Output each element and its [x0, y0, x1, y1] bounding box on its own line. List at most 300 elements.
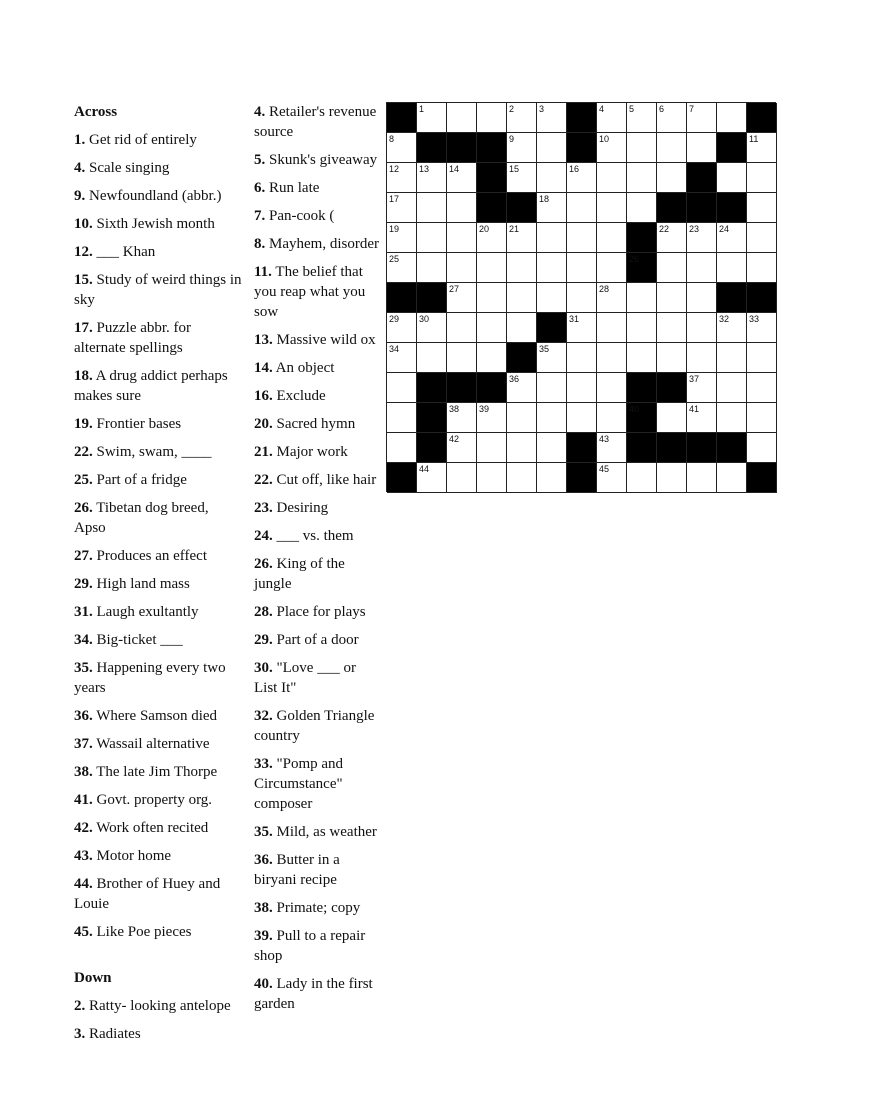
grid-cell[interactable] — [477, 283, 507, 313]
cell-number: 36 — [509, 374, 520, 384]
clue-text: The belief that you reap what you sow — [254, 264, 366, 320]
grid-cell[interactable] — [507, 463, 537, 493]
grid-cell[interactable] — [717, 403, 747, 433]
grid-cell[interactable] — [567, 313, 597, 343]
cell-number: 45 — [599, 464, 610, 474]
grid-cell[interactable] — [597, 343, 627, 373]
grid-cell[interactable] — [657, 133, 687, 163]
across-clue — [74, 270, 242, 310]
grid-block — [627, 403, 657, 433]
cell-number: 41 — [689, 404, 700, 414]
cell-number: 17 — [389, 194, 400, 204]
grid-cell[interactable] — [687, 343, 717, 373]
clue-number: 4. — [254, 104, 266, 120]
clue-number: 26. — [254, 556, 273, 572]
grid-cell[interactable] — [417, 343, 447, 373]
clue-number: 23. — [254, 500, 273, 516]
grid-block — [657, 433, 687, 463]
grid-cell[interactable] — [627, 463, 657, 493]
cell-number: 3 — [539, 104, 545, 114]
grid-cell[interactable] — [507, 433, 537, 463]
grid-cell[interactable] — [687, 403, 717, 433]
cell-number: 38 — [449, 404, 460, 414]
across-clue — [74, 734, 242, 754]
grid-cell[interactable] — [417, 103, 447, 133]
grid-block — [567, 463, 597, 493]
clue-text: Newfoundland (abbr.) — [85, 188, 222, 204]
grid-block — [567, 133, 597, 163]
down-clue — [74, 1024, 242, 1044]
grid-block — [687, 163, 717, 193]
grid-cell[interactable] — [567, 253, 597, 283]
grid-cell[interactable] — [387, 343, 417, 373]
grid-cell[interactable] — [447, 313, 477, 343]
across-clue — [74, 414, 242, 434]
cell-number: 12 — [389, 164, 400, 174]
grid-cell[interactable] — [687, 373, 717, 403]
grid-cell[interactable] — [597, 223, 627, 253]
grid-cell[interactable] — [507, 403, 537, 433]
clue-text: Govt. property org. — [92, 792, 213, 808]
cell-number: 39 — [479, 404, 490, 414]
cell-number: 2 — [509, 104, 515, 114]
across-clue — [74, 214, 242, 234]
clue-number: 38. — [254, 900, 273, 916]
grid-cell[interactable] — [417, 163, 447, 193]
clue-number: 32. — [254, 708, 273, 724]
grid-block — [537, 313, 567, 343]
clue-number: 41. — [74, 792, 93, 808]
grid-block — [417, 283, 447, 313]
clue-text: Pull to a repair shop — [254, 928, 366, 964]
down-clue — [254, 262, 382, 322]
grid-cell[interactable] — [507, 253, 537, 283]
clue-text: An object — [272, 360, 335, 376]
cell-number: 18 — [539, 194, 550, 204]
across-clue — [74, 498, 242, 538]
grid-cell[interactable] — [627, 133, 657, 163]
cell-number: 37 — [689, 374, 700, 384]
grid-cell[interactable] — [657, 163, 687, 193]
grid-cell[interactable] — [597, 163, 627, 193]
across-clue — [74, 658, 242, 698]
clue-number: 39. — [254, 928, 273, 944]
clue-text: Desiring — [272, 500, 329, 516]
grid-cell[interactable] — [597, 283, 627, 313]
grid-block — [687, 433, 717, 463]
grid-block — [507, 343, 537, 373]
grid-cell[interactable] — [477, 313, 507, 343]
cell-number: 43 — [599, 434, 610, 444]
grid-cell[interactable] — [597, 253, 627, 283]
grid-cell[interactable] — [717, 163, 747, 193]
grid-cell[interactable] — [387, 313, 417, 343]
clue-text: A drug addict perhaps makes sure — [74, 368, 228, 404]
grid-cell[interactable] — [477, 253, 507, 283]
across-clue — [74, 470, 242, 490]
grid-cell[interactable] — [567, 283, 597, 313]
across-clue — [74, 318, 242, 358]
grid-cell[interactable] — [507, 133, 537, 163]
grid-cell[interactable] — [687, 313, 717, 343]
grid-cell[interactable] — [717, 343, 747, 373]
clue-number: 29. — [74, 576, 93, 592]
down-clue — [254, 706, 382, 746]
down-clue-list-part2 — [254, 102, 382, 1014]
down-clue — [254, 526, 382, 546]
grid-cell[interactable] — [387, 253, 417, 283]
clue-number: 14. — [254, 360, 273, 376]
grid-cell[interactable] — [657, 403, 687, 433]
across-clue-list — [74, 130, 242, 942]
cell-number: 22 — [659, 224, 670, 234]
grid-block — [417, 133, 447, 163]
grid-block — [477, 133, 507, 163]
clue-text: Mayhem, disorder — [265, 236, 379, 252]
down-clue — [254, 470, 382, 490]
grid-cell[interactable] — [657, 283, 687, 313]
down-clue — [254, 206, 382, 226]
clue-text: Where Samson died — [92, 708, 218, 724]
down-clue — [254, 178, 382, 198]
down-clue — [254, 850, 382, 890]
across-clue — [74, 442, 242, 462]
clue-text: Retailer's revenue source — [254, 104, 377, 140]
clue-text: Exclude — [272, 388, 326, 404]
grid-cell[interactable] — [537, 223, 567, 253]
clue-text: Golden Triangle country — [254, 708, 375, 744]
grid-cell[interactable] — [537, 193, 567, 223]
clue-number: 27. — [74, 548, 93, 564]
clue-number: 10. — [74, 216, 93, 232]
grid-cell[interactable] — [447, 223, 477, 253]
clue-number: 17. — [74, 320, 93, 336]
clue-text: Mild, as weather — [272, 824, 377, 840]
grid-cell[interactable] — [597, 133, 627, 163]
across-clue — [74, 762, 242, 782]
down-clue — [254, 926, 382, 966]
grid-cell[interactable] — [387, 163, 417, 193]
clue-number: 42. — [74, 820, 93, 836]
cell-number: 35 — [539, 344, 550, 354]
grid-cell[interactable] — [597, 463, 627, 493]
clue-number: 21. — [254, 444, 273, 460]
grid-cell[interactable] — [417, 313, 447, 343]
clue-text: "Pomp and Circumstance" composer — [254, 756, 344, 812]
clue-text: Motor home — [92, 848, 172, 864]
cell-number: 23 — [689, 224, 700, 234]
grid-block — [387, 463, 417, 493]
clue-text: Wassail alternative — [92, 736, 210, 752]
grid-cell[interactable] — [597, 373, 627, 403]
clue-number: 25. — [74, 472, 93, 488]
clue-text: Sacred hymn — [272, 416, 356, 432]
cell-number: 16 — [569, 164, 580, 174]
grid-cell[interactable] — [387, 133, 417, 163]
grid-cell[interactable] — [507, 103, 537, 133]
clue-number: 31. — [74, 604, 93, 620]
clue-number: 20. — [254, 416, 273, 432]
grid-cell[interactable] — [687, 283, 717, 313]
grid-cell[interactable] — [567, 223, 597, 253]
grid-block — [657, 373, 687, 403]
grid-cell[interactable] — [447, 283, 477, 313]
grid-cell[interactable] — [747, 343, 777, 373]
clue-text: ___ Khan — [92, 244, 156, 260]
clue-number: 33. — [254, 756, 273, 772]
clue-number: 37. — [74, 736, 93, 752]
cell-number: 15 — [509, 164, 520, 174]
grid-cell[interactable] — [657, 253, 687, 283]
grid-block — [657, 193, 687, 223]
grid-cell[interactable] — [627, 313, 657, 343]
grid-cell[interactable] — [507, 223, 537, 253]
cell-number: 1 — [419, 104, 425, 114]
down-clue — [254, 554, 382, 594]
crossword-grid — [386, 102, 776, 492]
grid-block — [447, 373, 477, 403]
grid-cell[interactable] — [687, 133, 717, 163]
grid-block — [417, 373, 447, 403]
grid-cell[interactable] — [597, 433, 627, 463]
grid-block — [747, 283, 777, 313]
grid-cell[interactable] — [627, 343, 657, 373]
grid-cell[interactable] — [657, 223, 687, 253]
grid-cell[interactable] — [597, 313, 627, 343]
grid-cell[interactable] — [657, 343, 687, 373]
grid-cell[interactable] — [537, 133, 567, 163]
grid-block — [627, 373, 657, 403]
down-clue — [254, 602, 382, 622]
grid-cell[interactable] — [387, 433, 417, 463]
clue-number: 38. — [74, 764, 93, 780]
grid-block — [747, 463, 777, 493]
down-clue — [254, 150, 382, 170]
clue-number: 36. — [74, 708, 93, 724]
across-clue — [74, 630, 242, 650]
grid-cell[interactable] — [537, 163, 567, 193]
grid-cell[interactable] — [747, 373, 777, 403]
grid-cell[interactable] — [477, 223, 507, 253]
grid-cell[interactable] — [417, 253, 447, 283]
grid-cell[interactable] — [537, 433, 567, 463]
grid-cell[interactable] — [417, 223, 447, 253]
grid-cell[interactable] — [537, 373, 567, 403]
clue-number: 43. — [74, 848, 93, 864]
grid-cell[interactable] — [717, 103, 747, 133]
grid-cell[interactable] — [567, 343, 597, 373]
grid-cell[interactable] — [717, 313, 747, 343]
grid-cell[interactable] — [657, 463, 687, 493]
clue-number: 24. — [254, 528, 273, 544]
grid-cell[interactable] — [417, 193, 447, 223]
grid-cell[interactable] — [717, 373, 747, 403]
clue-text: Work often recited — [92, 820, 209, 836]
grid-cell[interactable] — [447, 103, 477, 133]
grid-block — [567, 433, 597, 463]
clue-number: 22. — [74, 444, 93, 460]
cell-number: 31 — [569, 314, 580, 324]
grid-cell[interactable] — [747, 193, 777, 223]
grid-cell[interactable] — [447, 433, 477, 463]
grid-block — [627, 433, 657, 463]
clue-number: 22. — [254, 472, 273, 488]
grid-cell[interactable] — [447, 193, 477, 223]
down-clue — [254, 330, 382, 350]
grid-cell[interactable] — [447, 163, 477, 193]
grid-cell[interactable] — [567, 403, 597, 433]
cell-number: 44 — [419, 464, 430, 474]
grid-cell[interactable] — [747, 403, 777, 433]
clue-text: The late Jim Thorpe — [92, 764, 218, 780]
grid-cell[interactable] — [627, 193, 657, 223]
grid-cell[interactable] — [537, 253, 567, 283]
clue-number: 3. — [74, 1026, 86, 1042]
down-clue — [254, 102, 382, 142]
down-heading: Down — [74, 970, 112, 986]
clue-number: 7. — [254, 208, 266, 224]
grid-cell[interactable] — [477, 403, 507, 433]
grid-cell[interactable] — [597, 103, 627, 133]
grid-cell[interactable] — [717, 223, 747, 253]
clue-text: Cut off, like hair — [272, 472, 377, 488]
grid-cell[interactable] — [597, 193, 627, 223]
grid-cell[interactable] — [597, 403, 627, 433]
grid-cell[interactable] — [687, 103, 717, 133]
grid-cell[interactable] — [567, 193, 597, 223]
down-clue — [254, 358, 382, 378]
grid-cell[interactable] — [627, 283, 657, 313]
clue-number: 1. — [74, 132, 86, 148]
grid-block — [717, 283, 747, 313]
grid-block — [447, 133, 477, 163]
grid-block — [747, 103, 777, 133]
clue-number: 6. — [254, 180, 266, 196]
grid-cell[interactable] — [477, 463, 507, 493]
clue-number: 36. — [254, 852, 273, 868]
across-clue — [74, 366, 242, 406]
grid-cell[interactable] — [747, 313, 777, 343]
grid-cell[interactable] — [477, 433, 507, 463]
grid-cell[interactable] — [747, 163, 777, 193]
grid-cell[interactable] — [537, 103, 567, 133]
grid-cell[interactable] — [447, 253, 477, 283]
across-clue — [74, 818, 242, 838]
clue-number: 29. — [254, 632, 273, 648]
grid-cell[interactable] — [627, 103, 657, 133]
grid-cell[interactable] — [747, 253, 777, 283]
cell-number: 29 — [389, 314, 400, 324]
grid-cell[interactable] — [687, 223, 717, 253]
grid-cell[interactable] — [387, 193, 417, 223]
clue-text: Tibetan dog breed, Apso — [74, 500, 209, 536]
cell-number: 24 — [719, 224, 730, 234]
grid-cell[interactable] — [747, 133, 777, 163]
clue-text: Radiates — [85, 1026, 141, 1042]
grid-cell[interactable] — [717, 253, 747, 283]
clue-number: 44. — [74, 876, 93, 892]
grid-cell[interactable] — [657, 313, 687, 343]
grid-cell[interactable] — [627, 163, 657, 193]
clue-text: Major work — [272, 444, 348, 460]
cell-number: 8 — [389, 134, 395, 144]
clue-text: Part of a door — [272, 632, 359, 648]
grid-cell[interactable] — [687, 253, 717, 283]
grid-cell[interactable] — [417, 463, 447, 493]
grid-block — [387, 283, 417, 313]
clue-text: Lady in the first garden — [254, 976, 373, 1012]
grid-cell[interactable] — [507, 313, 537, 343]
grid-cell[interactable] — [507, 163, 537, 193]
grid-cell[interactable] — [747, 223, 777, 253]
down-clue — [254, 498, 382, 518]
grid-cell[interactable] — [567, 163, 597, 193]
clues-column-right — [254, 102, 382, 1022]
cell-number: 13 — [419, 164, 430, 174]
down-clue — [254, 414, 382, 434]
cell-number: 5 — [629, 104, 635, 114]
grid-cell[interactable] — [687, 463, 717, 493]
grid-cell[interactable] — [657, 103, 687, 133]
clue-text: Sixth Jewish month — [92, 216, 215, 232]
grid-cell[interactable] — [507, 373, 537, 403]
clue-text: Produces an effect — [92, 548, 208, 564]
grid-cell[interactable] — [447, 343, 477, 373]
clue-number: 19. — [74, 416, 93, 432]
grid-cell[interactable] — [747, 433, 777, 463]
grid-block — [627, 223, 657, 253]
grid-cell[interactable] — [567, 373, 597, 403]
grid-cell[interactable] — [477, 103, 507, 133]
across-clue — [74, 574, 242, 594]
grid-cell[interactable] — [447, 463, 477, 493]
grid-block — [417, 403, 447, 433]
cell-number: 19 — [389, 224, 400, 234]
grid-cell[interactable] — [537, 463, 567, 493]
grid-block — [627, 253, 657, 283]
across-clue — [74, 790, 242, 810]
grid-cell[interactable] — [447, 403, 477, 433]
cell-number: 25 — [389, 254, 400, 264]
clue-text: Scale singing — [85, 160, 170, 176]
cell-number: 4 — [599, 104, 605, 114]
grid-cell[interactable] — [387, 373, 417, 403]
clue-text: King of the jungle — [254, 556, 345, 592]
clue-text: Puzzle abbr. for alternate spellings — [74, 320, 192, 356]
grid-block — [567, 103, 597, 133]
grid-cell[interactable] — [537, 403, 567, 433]
clue-number: 35. — [74, 660, 93, 676]
grid-cell[interactable] — [387, 223, 417, 253]
cell-number: 28 — [599, 284, 610, 294]
cell-number: 11 — [749, 134, 759, 144]
grid-cell[interactable] — [387, 403, 417, 433]
cell-number: 6 — [659, 104, 665, 114]
grid-block — [717, 433, 747, 463]
grid-cell[interactable] — [717, 463, 747, 493]
grid-cell[interactable] — [537, 343, 567, 373]
grid-cell[interactable] — [507, 283, 537, 313]
clue-text: Pan-cook ( — [265, 208, 335, 224]
clue-text: Study of weird things in sky — [74, 272, 242, 308]
cell-number: 7 — [689, 104, 695, 114]
grid-cell[interactable] — [537, 283, 567, 313]
across-clue — [74, 602, 242, 622]
across-clue — [74, 922, 242, 942]
grid-cell[interactable] — [477, 343, 507, 373]
across-clue — [74, 186, 242, 206]
down-clue — [74, 996, 242, 1016]
